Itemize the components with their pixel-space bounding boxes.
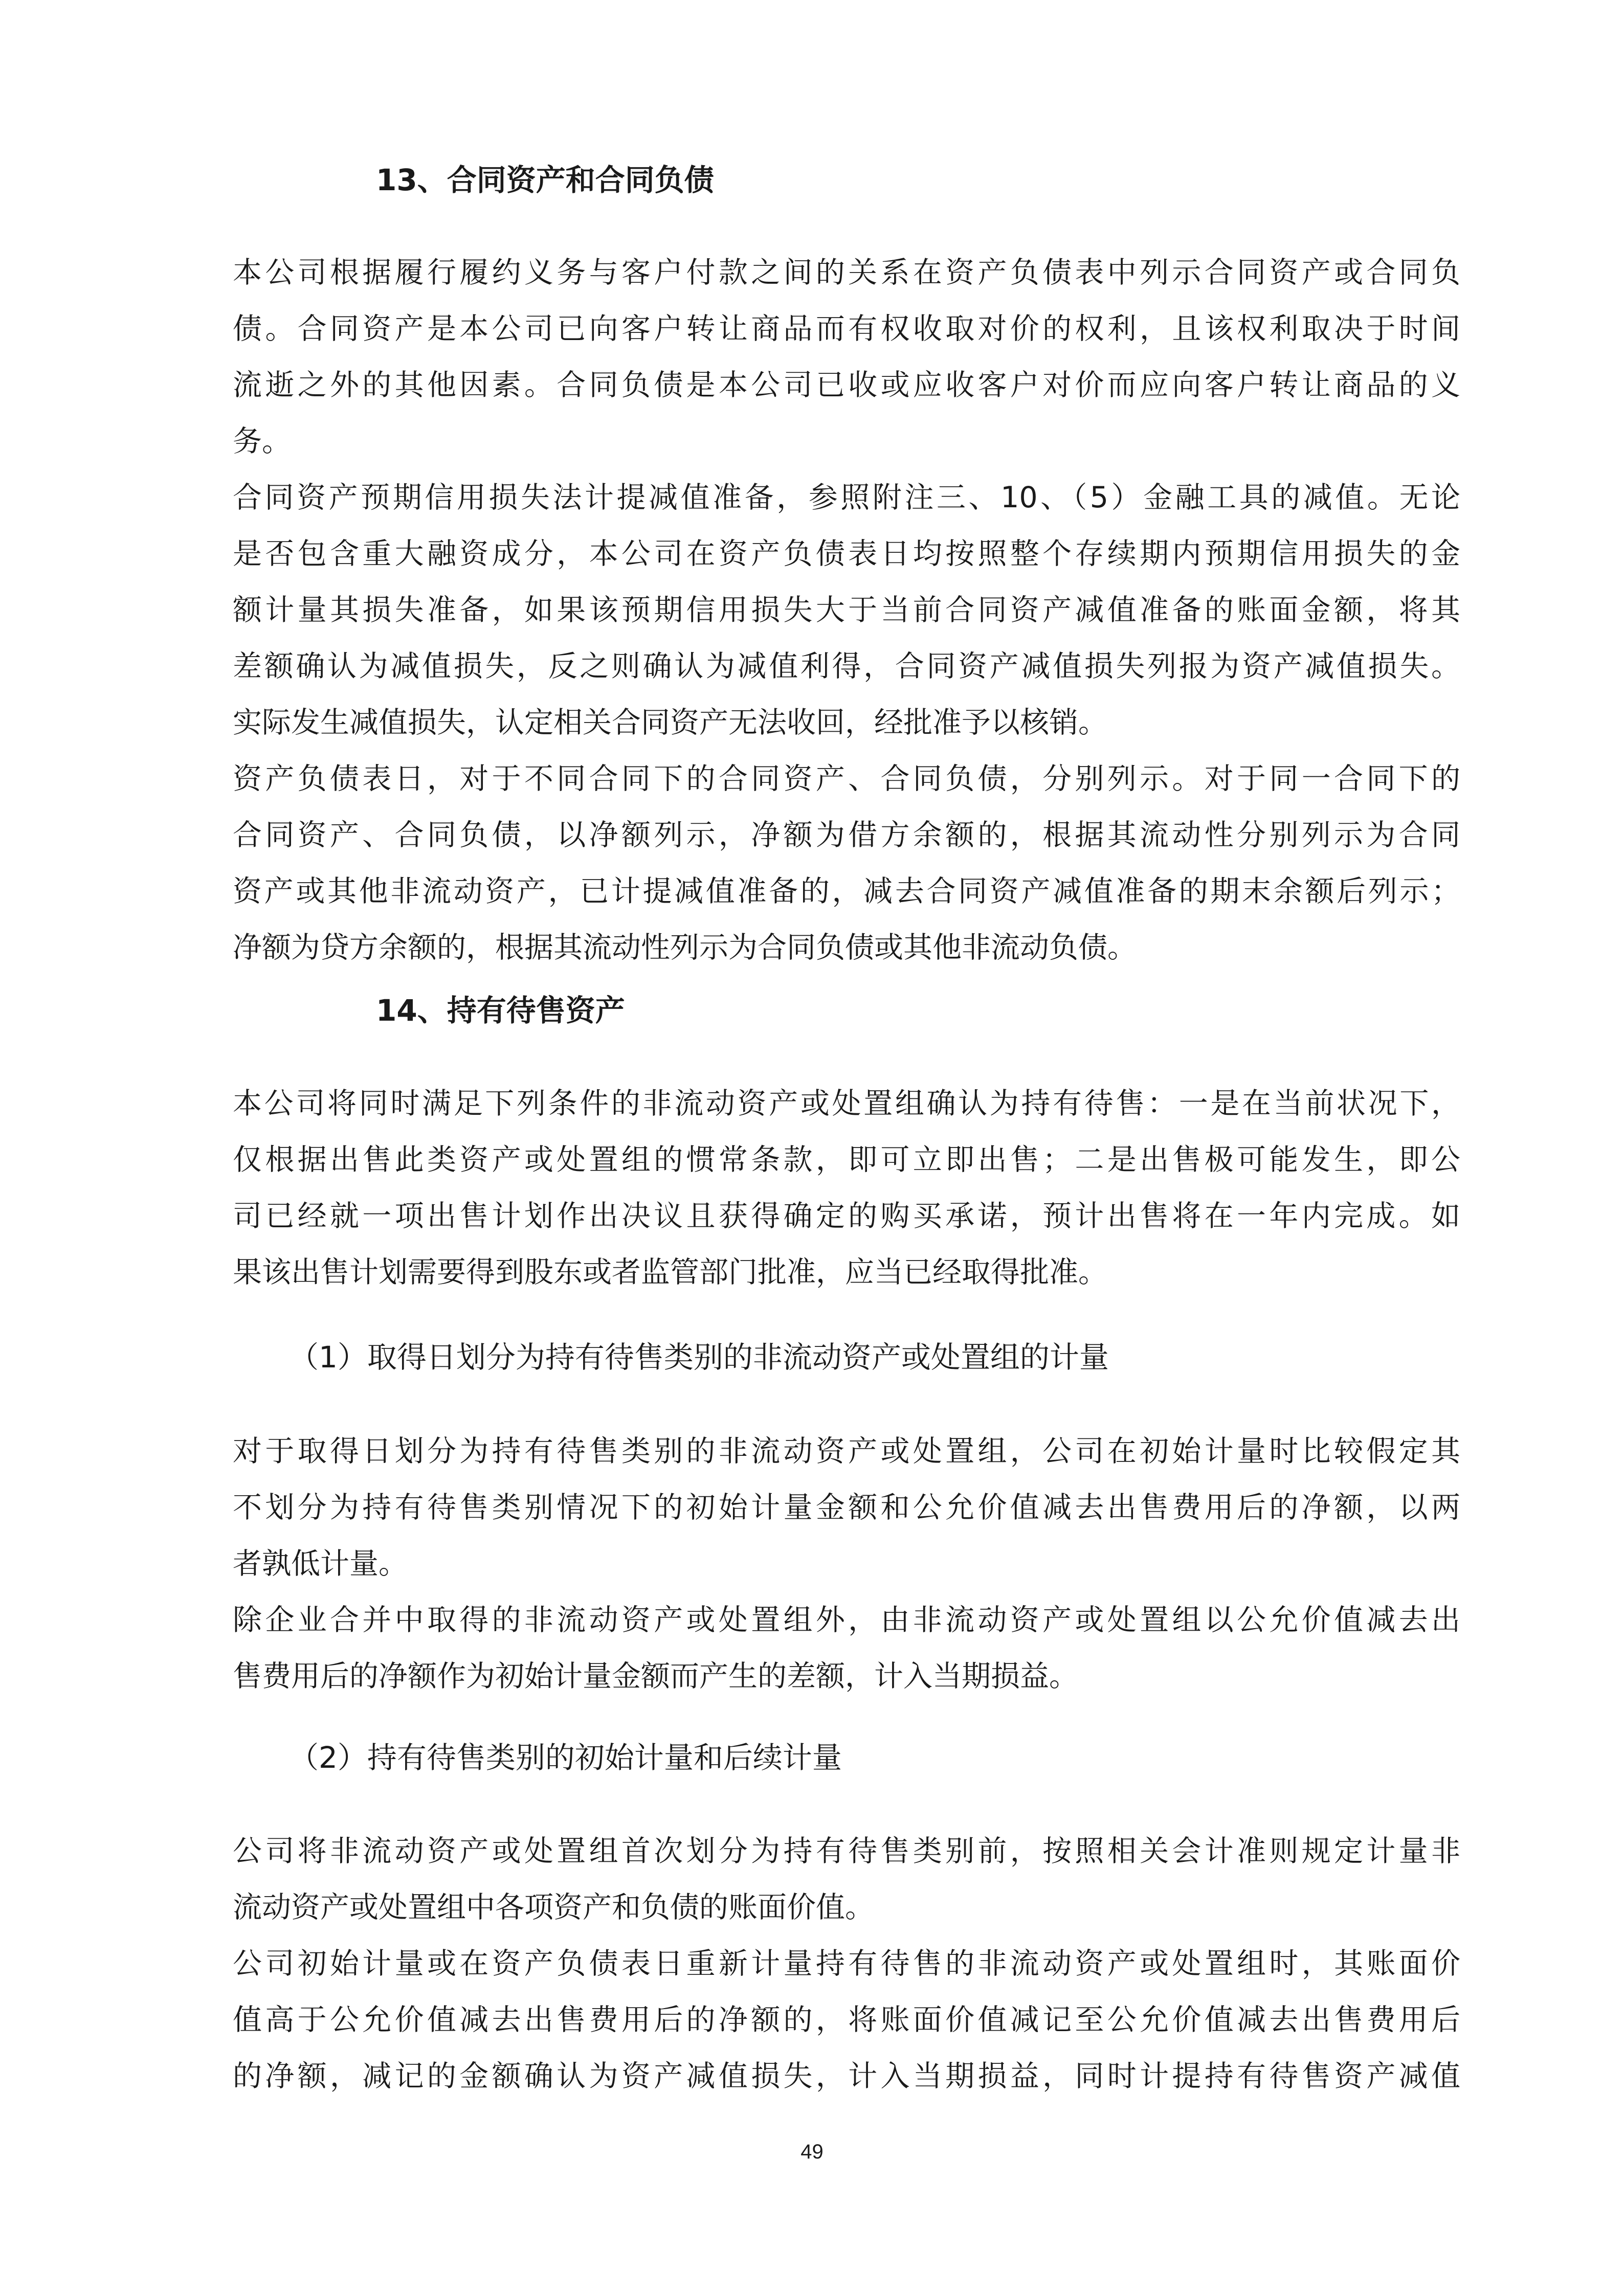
paragraph-line: 司已经就一项出售计划作出决议且获得确定的购买承诺，预计出售将在一年内完成。如 bbox=[233, 1199, 1460, 1233]
paragraph-line: 债。合同资产是本公司已向客户转让商品而有权收取对价的权利，且该权利取决于时间 bbox=[233, 312, 1460, 346]
section-14-heading: 14、持有待售资产 bbox=[376, 993, 625, 1028]
paragraph-line: 不划分为持有待售类别情况下的初始计量金额和公允价值减去出售费用后的净额，以两 bbox=[233, 1491, 1460, 1524]
subsection-2-body bbox=[233, 1823, 1460, 2104]
section-14-body bbox=[233, 1075, 1460, 1300]
paragraph-line: 流逝之外的其他因素。合同负债是本公司已收或应收客户对价而应向客户转让商品的义 bbox=[233, 368, 1460, 402]
paragraph-line: 除企业合并中取得的非流动资产或处置组外，由非流动资产或处置组以公允价值减去出 bbox=[233, 1603, 1460, 1637]
paragraph-line: 合同资产预期信用损失法计提减值准备，参照附注三、10、（5）金融工具的减值。无论 bbox=[233, 481, 1460, 514]
paragraph-line: 务。 bbox=[233, 424, 291, 458]
section-13-body bbox=[233, 244, 1460, 976]
paragraph-line: 净额为贷方余额的，根据其流动性列示为合同负债或其他非流动负债。 bbox=[233, 931, 1137, 964]
paragraph-line: 值高于公允价值减去出售费用后的净额的，将账面价值减记至公允价值减去出售费用后 bbox=[233, 2003, 1460, 2037]
paragraph-line: 合同资产、合同负债，以净额列示，净额为借方余额的，根据其流动性分别列示为合同 bbox=[233, 818, 1460, 852]
page-number: 49 bbox=[800, 2141, 824, 2163]
subsection-2-heading: （2）持有待售类别的初始计量和后续计量 bbox=[289, 1740, 842, 1775]
paragraph-line: 本公司根据履行履约义务与客户付款之间的关系在资产负债表中列示合同资产或合同负 bbox=[233, 256, 1460, 289]
paragraph-line: 售费用后的净额作为初始计量金额而产生的差额，计入当期损益。 bbox=[233, 1659, 1078, 1693]
paragraph-line: 资产负债表日，对于不同合同下的合同资产、合同负债，分别列示。对于同一合同下的 bbox=[233, 762, 1460, 796]
paragraph-line: 额计量其损失准备，如果该预期信用损失大于当前合同资产减值准备的账面金额，将其 bbox=[233, 593, 1460, 627]
paragraph-line: 公司初始计量或在资产负债表日重新计量持有待售的非流动资产或处置组时，其账面价 bbox=[233, 1947, 1460, 1980]
subsection-1-heading: （1）取得日划分为持有待售类别的非流动资产或处置组的计量 bbox=[289, 1340, 1109, 1375]
paragraph-line: 资产或其他非流动资产，已计提减值准备的，减去合同资产减值准备的期末余额后列示； bbox=[233, 874, 1460, 908]
paragraph-line: 公司将非流动资产或处置组首次划分为持有待售类别前，按照相关会计准则规定计量非 bbox=[233, 1834, 1460, 1868]
paragraph-line: 是否包含重大融资成分，本公司在资产负债表日均按照整个存续期内预期信用损失的金 bbox=[233, 537, 1460, 571]
paragraph-line: 实际发生减值损失，认定相关合同资产无法收回，经批准予以核销。 bbox=[233, 706, 1107, 739]
paragraph-line: 者孰低计量。 bbox=[233, 1547, 408, 1581]
paragraph-line: 果该出售计划需要得到股东或者监管部门批准，应当已经取得批准。 bbox=[233, 1255, 1107, 1289]
paragraph-line: 流动资产或处置组中各项资产和负债的账面价值。 bbox=[233, 1890, 874, 1924]
subsection-1-body bbox=[233, 1423, 1460, 1704]
paragraph-line: 仅根据出售此类资产或处置组的惯常条款，即可立即出售；二是出售极可能发生，即公 bbox=[233, 1143, 1460, 1177]
paragraph-line: 对于取得日划分为持有待售类别的非流动资产或处置组，公司在初始计量时比较假定其 bbox=[233, 1434, 1460, 1468]
paragraph-line: 的净额，减记的金额确认为资产减值损失，计入当期损益，同时计提持有待售资产减值 bbox=[233, 2059, 1460, 2093]
paragraph-line: 本公司将同时满足下列条件的非流动资产或处置组确认为持有待售：一是在当前状况下， bbox=[233, 1087, 1460, 1120]
paragraph-line: 差额确认为减值损失，反之则确认为减值利得，合同资产减值损失列报为资产减值损失。 bbox=[233, 649, 1460, 683]
section-13-heading: 13、合同资产和合同负债 bbox=[376, 163, 714, 197]
